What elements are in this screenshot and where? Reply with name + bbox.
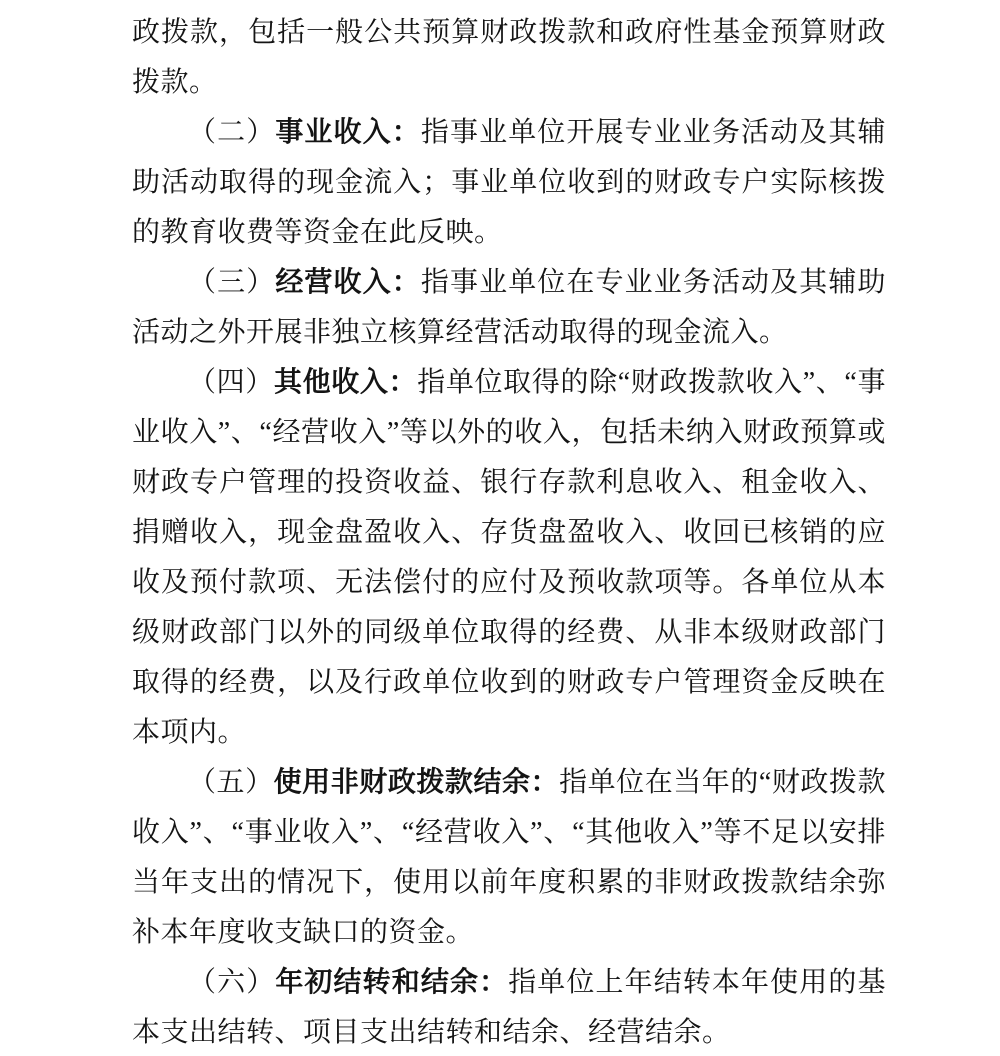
- paragraph-business-income: [132, 108, 886, 258]
- paragraph-number-label: （五）: [188, 767, 274, 798]
- paragraph-number-label: （六）: [188, 967, 276, 998]
- paragraph-text: 指单位在当年的“财政拨款收入”、“事业收入”、“经营收入”、“其他收入”等不足以安排当年支出的情况下，使用以前年度积累的非财政拨款结余弥补本年度收支缺口的资金。: [132, 767, 886, 948]
- paragraph-text: 指单位上年结转本年使用的基本支出结转、项目支出结转和结余、经营结余。: [132, 967, 886, 1048]
- paragraph-number-label: （四）: [188, 367, 274, 398]
- paragraph-non-fiscal-surplus: [132, 758, 886, 958]
- paragraph-number-label: （二）: [188, 117, 276, 148]
- paragraph-text: 政拨款，包括一般公共预算财政拨款和政府性基金预算财政拨款。: [132, 17, 886, 98]
- paragraph-text: 指单位取得的除“财政拨款收入”、“事业收入”、“经营收入”等以外的收入，包括未纳入财政预算或财政专户管理的投资收益、银行存款利息收入、租金收入、捐赠收入，现金盘盈收入、存货盘盈收入、收回已核销的应收及预付款项、无法偿付的应付及预收款项等。各单位从本级财政部门以外的同级单位取得的经费、从非本级财政部门取得的经费，以及行政单位收到的财政专户管理资金反映在本项内。: [132, 367, 886, 748]
- paragraph-term: 经营收入：: [275, 267, 421, 298]
- paragraph-term: 事业收入：: [275, 117, 421, 148]
- paragraph-term: 其他收入：: [273, 367, 418, 398]
- paragraph-continuation: [132, 8, 886, 108]
- paragraph-text: 指事业单位在专业业务活动及其辅助活动之外开展非独立核算经营活动取得的现金流入。: [132, 267, 886, 348]
- paragraph-operating-income: [132, 258, 886, 358]
- paragraph-term: 年初结转和结余：: [275, 967, 509, 998]
- paragraph-other-income: [132, 358, 886, 758]
- paragraph-number-label: （三）: [188, 267, 276, 298]
- paragraph-opening-balance: [132, 958, 886, 1056]
- paragraph-text: 指事业单位开展专业业务活动及其辅助活动取得的现金流入；事业单位收到的财政专户实际核拨的教育收费等资金在此反映。: [132, 117, 886, 248]
- paragraph-term: 使用非财政拨款结余：: [273, 767, 560, 798]
